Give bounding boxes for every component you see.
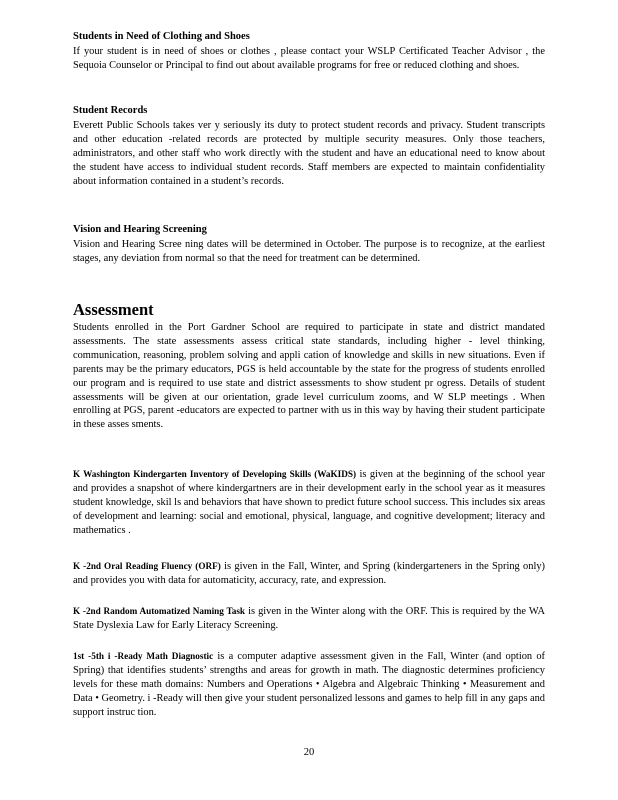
assessment-item-lead: K -2nd Oral Reading Fluency (ORF) (73, 561, 221, 571)
assessment-item-description: is given in the Fall, Winter, and Spring (kindergarteners in the Spring only) and provides you with data for automaticity, accuracy, rate, and expression. (73, 561, 545, 586)
assessment-item-description: is given in the Winter along with the ORF. This is required by the WA State Dyslexia Law for Early Literacy Screening. (73, 606, 545, 631)
assessment-item-text (73, 468, 545, 538)
page-number: 20 (303, 747, 315, 758)
assessment-item-text (73, 650, 545, 720)
section-heading-vision: Vision and Hearing Screening (73, 224, 207, 235)
assessment-item-description: is given at the beginning of the school year and provides a snapshot of where kindergartners are in their development early in the school year as it measures student knowledge, skil ls and behaviors that have shown to predict future school success. This includes six areas of development and learning: social and emotional, physical, language, and cognitive development; literacy and mathematics . (73, 469, 545, 536)
section-text-vision: Vision and Hearing Scree ning dates will be determined in October. The purpose is to recognize, at the earliest stages, any deviation from normal so that the need for treatment can be determined. (73, 239, 545, 264)
section-clothing (73, 30, 545, 73)
assessment-item-ran (73, 605, 545, 633)
assessment-item-lead: K -2nd Random Automatized Naming Task (73, 606, 246, 616)
section-text-clothing: If your student is in need of shoes or clothes , please contact your WSLP Certificated Teacher Advisor , the Sequoia Counselor or Principal to find out about available programs for free or reduced clothing and shoes. (73, 46, 545, 71)
assessment-item-orf (73, 560, 545, 588)
assessment-intro-text: Students enrolled in the Port Gardner School are required to participate in state and district mandated assessments. The state assessments assess critical state standards, including higher - level thinking, communication, reasoning, problem solving and appli cation of knowledge and skills in new situations. Even if parents may be the primary educators, PGS is held accountable by the state for the progress of students enrolled our program and is required to use state and district assessments to show student pr ogress. Details of student assessments will be given at our orientation, grade level curriculum zooms, and W SLP meetings . When enrolling at PGS, parent -educators are expected to partner with us in this way by having their student participate in these asses sments. (73, 322, 545, 431)
section-text-records: Everett Public Schools takes ver y seriously its duty to protect student records and privacy. Student transcripts and other education -related records are protected by multiple security measures. Only those teachers, administrators, and other staff who work directly with the student and have an educational need to know about the student have access to individual student records. Staff members are expected to maintain confidentiality about information contained in a student’s records. (73, 120, 545, 187)
assessment-item-wakids (73, 468, 545, 538)
section-heading-records: Student Records (73, 105, 148, 116)
assessment-item-text (73, 560, 545, 588)
assessment-item-text (73, 605, 545, 633)
assessment-item-iready (73, 650, 545, 720)
section-heading-clothing: Students in Need of Clothing and Shoes (73, 31, 250, 42)
section-vision (73, 223, 545, 266)
assessment-heading: Assessment (73, 300, 154, 319)
assessment-item-lead: 1st -5th i -Ready Math Diagnostic (73, 651, 214, 661)
section-records (73, 104, 545, 189)
assessment-intro (73, 321, 545, 432)
assessment-item-description: is a computer adaptive assessment given in the Fall, Winter (and option of Spring) that identifies students’ strengths and areas for growth in math. The diagnostic determines proficiency levels for these math domains: Numbers and Operations • Algebra and Algebraic Thinking • Measurement and Data • Geometry. i -Ready will then give your student personalized lessons and games to help fill in any gaps and support instruc tion. (73, 651, 545, 718)
assessment-item-lead: K Washington Kindergarten Inventory of Developing Skills (WaKIDS) (73, 469, 357, 479)
